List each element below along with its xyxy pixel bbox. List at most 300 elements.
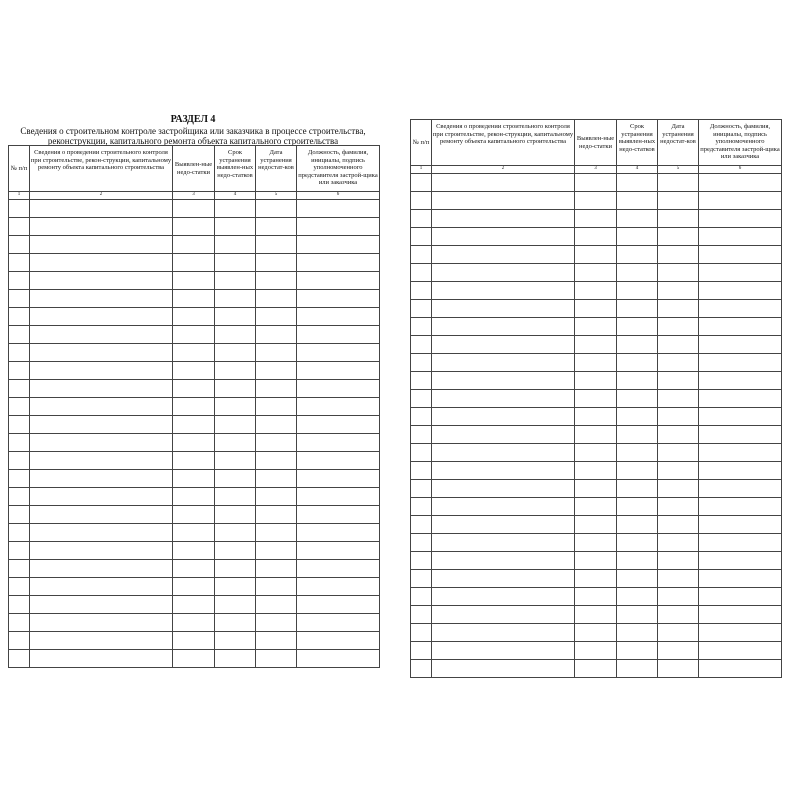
table-cell[interactable]	[215, 308, 256, 326]
table-cell[interactable]	[30, 398, 173, 416]
table-cell[interactable]	[699, 552, 782, 570]
table-cell[interactable]	[575, 552, 617, 570]
table-cell[interactable]	[432, 498, 575, 516]
table-cell[interactable]	[699, 660, 782, 678]
table-cell[interactable]	[30, 614, 173, 632]
table-cell[interactable]	[617, 498, 658, 516]
table-cell[interactable]	[432, 282, 575, 300]
table-cell[interactable]	[411, 570, 432, 588]
table-cell[interactable]	[617, 642, 658, 660]
table-cell[interactable]	[9, 542, 30, 560]
table-cell[interactable]	[658, 228, 699, 246]
table-cell[interactable]	[9, 380, 30, 398]
table-cell[interactable]	[173, 290, 215, 308]
table-cell[interactable]	[256, 542, 297, 560]
table-cell[interactable]	[215, 254, 256, 272]
table-cell[interactable]	[658, 192, 699, 210]
table-cell[interactable]	[658, 660, 699, 678]
table-cell[interactable]	[30, 272, 173, 290]
table-cell[interactable]	[411, 462, 432, 480]
table-cell[interactable]	[173, 560, 215, 578]
table-cell[interactable]	[575, 228, 617, 246]
table-cell[interactable]	[215, 596, 256, 614]
table-cell[interactable]	[432, 408, 575, 426]
table-cell[interactable]	[699, 534, 782, 552]
table-cell[interactable]	[658, 318, 699, 336]
table-cell[interactable]	[256, 578, 297, 596]
table-cell[interactable]	[617, 408, 658, 426]
table-cell[interactable]	[30, 362, 173, 380]
table-cell[interactable]	[658, 516, 699, 534]
table-cell[interactable]	[30, 632, 173, 650]
table-cell[interactable]	[411, 318, 432, 336]
table-cell[interactable]	[30, 236, 173, 254]
table-cell[interactable]	[699, 246, 782, 264]
table-cell[interactable]	[575, 408, 617, 426]
table-cell[interactable]	[297, 506, 380, 524]
table-cell[interactable]	[297, 542, 380, 560]
table-cell[interactable]	[658, 264, 699, 282]
table-cell[interactable]	[173, 614, 215, 632]
table-cell[interactable]	[9, 650, 30, 668]
table-cell[interactable]	[256, 596, 297, 614]
table-cell[interactable]	[9, 200, 30, 218]
table-cell[interactable]	[575, 264, 617, 282]
table-cell[interactable]	[658, 588, 699, 606]
table-cell[interactable]	[411, 480, 432, 498]
table-cell[interactable]	[699, 282, 782, 300]
table-cell[interactable]	[30, 488, 173, 506]
table-cell[interactable]	[297, 524, 380, 542]
table-cell[interactable]	[617, 390, 658, 408]
table-cell[interactable]	[575, 372, 617, 390]
table-cell[interactable]	[658, 282, 699, 300]
table-cell[interactable]	[617, 228, 658, 246]
table-cell[interactable]	[699, 426, 782, 444]
table-cell[interactable]	[297, 254, 380, 272]
table-cell[interactable]	[215, 542, 256, 560]
table-cell[interactable]	[215, 506, 256, 524]
table-cell[interactable]	[215, 578, 256, 596]
table-cell[interactable]	[173, 488, 215, 506]
table-cell[interactable]	[9, 326, 30, 344]
table-cell[interactable]	[256, 290, 297, 308]
table-cell[interactable]	[617, 516, 658, 534]
table-cell[interactable]	[215, 614, 256, 632]
table-cell[interactable]	[297, 200, 380, 218]
table-cell[interactable]	[215, 344, 256, 362]
table-cell[interactable]	[256, 434, 297, 452]
table-cell[interactable]	[173, 380, 215, 398]
table-cell[interactable]	[297, 308, 380, 326]
table-cell[interactable]	[699, 264, 782, 282]
table-cell[interactable]	[256, 254, 297, 272]
table-cell[interactable]	[411, 282, 432, 300]
table-cell[interactable]	[658, 336, 699, 354]
table-cell[interactable]	[699, 354, 782, 372]
table-cell[interactable]	[9, 272, 30, 290]
table-cell[interactable]	[699, 516, 782, 534]
table-cell[interactable]	[575, 660, 617, 678]
table-cell[interactable]	[256, 236, 297, 254]
table-cell[interactable]	[215, 398, 256, 416]
table-cell[interactable]	[617, 426, 658, 444]
table-cell[interactable]	[432, 516, 575, 534]
table-cell[interactable]	[617, 246, 658, 264]
table-cell[interactable]	[432, 246, 575, 264]
table-cell[interactable]	[297, 380, 380, 398]
table-cell[interactable]	[215, 560, 256, 578]
table-cell[interactable]	[256, 308, 297, 326]
table-cell[interactable]	[215, 236, 256, 254]
table-cell[interactable]	[256, 488, 297, 506]
table-cell[interactable]	[617, 552, 658, 570]
table-cell[interactable]	[658, 480, 699, 498]
table-cell[interactable]	[173, 236, 215, 254]
table-cell[interactable]	[215, 362, 256, 380]
table-cell[interactable]	[297, 632, 380, 650]
table-cell[interactable]	[30, 524, 173, 542]
table-cell[interactable]	[699, 498, 782, 516]
table-cell[interactable]	[30, 452, 173, 470]
table-cell[interactable]	[9, 308, 30, 326]
table-cell[interactable]	[432, 300, 575, 318]
table-cell[interactable]	[30, 218, 173, 236]
table-cell[interactable]	[215, 416, 256, 434]
table-cell[interactable]	[411, 354, 432, 372]
table-cell[interactable]	[215, 632, 256, 650]
table-cell[interactable]	[9, 344, 30, 362]
table-cell[interactable]	[411, 444, 432, 462]
table-cell[interactable]	[297, 416, 380, 434]
table-cell[interactable]	[173, 344, 215, 362]
table-cell[interactable]	[9, 560, 30, 578]
table-cell[interactable]	[9, 506, 30, 524]
table-cell[interactable]	[699, 318, 782, 336]
table-cell[interactable]	[658, 642, 699, 660]
table-cell[interactable]	[173, 542, 215, 560]
table-cell[interactable]	[699, 228, 782, 246]
table-cell[interactable]	[30, 326, 173, 344]
table-cell[interactable]	[411, 192, 432, 210]
table-cell[interactable]	[658, 354, 699, 372]
table-cell[interactable]	[699, 408, 782, 426]
table-cell[interactable]	[173, 416, 215, 434]
table-cell[interactable]	[256, 470, 297, 488]
table-cell[interactable]	[699, 588, 782, 606]
table-cell[interactable]	[617, 174, 658, 192]
table-cell[interactable]	[699, 444, 782, 462]
table-cell[interactable]	[297, 362, 380, 380]
table-cell[interactable]	[699, 480, 782, 498]
table-cell[interactable]	[215, 326, 256, 344]
table-cell[interactable]	[215, 272, 256, 290]
table-cell[interactable]	[215, 650, 256, 668]
table-cell[interactable]	[9, 254, 30, 272]
table-cell[interactable]	[9, 416, 30, 434]
table-cell[interactable]	[173, 524, 215, 542]
table-cell[interactable]	[575, 444, 617, 462]
table-cell[interactable]	[575, 318, 617, 336]
table-cell[interactable]	[617, 318, 658, 336]
table-cell[interactable]	[297, 596, 380, 614]
table-cell[interactable]	[575, 642, 617, 660]
table-cell[interactable]	[411, 372, 432, 390]
table-cell[interactable]	[699, 336, 782, 354]
table-cell[interactable]	[9, 452, 30, 470]
table-cell[interactable]	[256, 650, 297, 668]
table-cell[interactable]	[432, 570, 575, 588]
table-cell[interactable]	[297, 326, 380, 344]
table-cell[interactable]	[173, 254, 215, 272]
table-cell[interactable]	[173, 506, 215, 524]
table-cell[interactable]	[699, 462, 782, 480]
table-cell[interactable]	[256, 614, 297, 632]
table-cell[interactable]	[575, 192, 617, 210]
table-cell[interactable]	[617, 264, 658, 282]
table-cell[interactable]	[617, 192, 658, 210]
table-cell[interactable]	[575, 354, 617, 372]
table-cell[interactable]	[173, 362, 215, 380]
table-cell[interactable]	[173, 470, 215, 488]
table-cell[interactable]	[297, 218, 380, 236]
table-cell[interactable]	[575, 246, 617, 264]
table-cell[interactable]	[658, 390, 699, 408]
table-cell[interactable]	[9, 398, 30, 416]
table-cell[interactable]	[297, 560, 380, 578]
table-cell[interactable]	[411, 228, 432, 246]
table-cell[interactable]	[432, 390, 575, 408]
table-cell[interactable]	[617, 282, 658, 300]
table-cell[interactable]	[173, 200, 215, 218]
table-cell[interactable]	[411, 642, 432, 660]
table-cell[interactable]	[575, 570, 617, 588]
table-cell[interactable]	[432, 642, 575, 660]
table-cell[interactable]	[699, 372, 782, 390]
table-cell[interactable]	[699, 606, 782, 624]
table-cell[interactable]	[256, 506, 297, 524]
table-cell[interactable]	[173, 218, 215, 236]
table-cell[interactable]	[9, 596, 30, 614]
table-cell[interactable]	[215, 380, 256, 398]
table-cell[interactable]	[256, 218, 297, 236]
table-cell[interactable]	[432, 660, 575, 678]
table-cell[interactable]	[658, 426, 699, 444]
table-cell[interactable]	[432, 444, 575, 462]
table-cell[interactable]	[432, 174, 575, 192]
table-cell[interactable]	[699, 174, 782, 192]
table-cell[interactable]	[411, 336, 432, 354]
table-cell[interactable]	[432, 480, 575, 498]
table-cell[interactable]	[575, 282, 617, 300]
table-cell[interactable]	[9, 614, 30, 632]
table-cell[interactable]	[411, 246, 432, 264]
table-cell[interactable]	[658, 174, 699, 192]
table-cell[interactable]	[617, 336, 658, 354]
table-cell[interactable]	[617, 624, 658, 642]
table-cell[interactable]	[215, 470, 256, 488]
table-cell[interactable]	[411, 516, 432, 534]
table-cell[interactable]	[256, 344, 297, 362]
table-cell[interactable]	[432, 534, 575, 552]
table-cell[interactable]	[432, 354, 575, 372]
table-cell[interactable]	[9, 632, 30, 650]
table-cell[interactable]	[256, 416, 297, 434]
table-cell[interactable]	[575, 606, 617, 624]
table-cell[interactable]	[297, 236, 380, 254]
table-cell[interactable]	[30, 290, 173, 308]
table-cell[interactable]	[30, 380, 173, 398]
table-cell[interactable]	[256, 380, 297, 398]
table-cell[interactable]	[256, 200, 297, 218]
table-cell[interactable]	[411, 588, 432, 606]
table-cell[interactable]	[256, 326, 297, 344]
table-cell[interactable]	[432, 336, 575, 354]
table-cell[interactable]	[617, 570, 658, 588]
table-cell[interactable]	[658, 300, 699, 318]
table-cell[interactable]	[432, 426, 575, 444]
table-cell[interactable]	[297, 344, 380, 362]
table-cell[interactable]	[658, 210, 699, 228]
table-cell[interactable]	[658, 534, 699, 552]
table-cell[interactable]	[658, 570, 699, 588]
table-cell[interactable]	[256, 560, 297, 578]
table-cell[interactable]	[215, 200, 256, 218]
table-cell[interactable]	[617, 534, 658, 552]
table-cell[interactable]	[9, 578, 30, 596]
table-cell[interactable]	[30, 542, 173, 560]
table-cell[interactable]	[411, 408, 432, 426]
table-cell[interactable]	[432, 192, 575, 210]
table-cell[interactable]	[699, 210, 782, 228]
table-cell[interactable]	[30, 650, 173, 668]
table-cell[interactable]	[432, 624, 575, 642]
table-cell[interactable]	[575, 516, 617, 534]
table-cell[interactable]	[432, 228, 575, 246]
table-cell[interactable]	[575, 480, 617, 498]
table-cell[interactable]	[617, 462, 658, 480]
table-cell[interactable]	[432, 588, 575, 606]
table-cell[interactable]	[575, 426, 617, 444]
table-cell[interactable]	[575, 390, 617, 408]
table-cell[interactable]	[215, 488, 256, 506]
table-cell[interactable]	[30, 344, 173, 362]
table-cell[interactable]	[30, 578, 173, 596]
table-cell[interactable]	[617, 210, 658, 228]
table-cell[interactable]	[297, 578, 380, 596]
table-cell[interactable]	[256, 632, 297, 650]
table-cell[interactable]	[215, 290, 256, 308]
table-cell[interactable]	[617, 606, 658, 624]
table-cell[interactable]	[411, 210, 432, 228]
table-cell[interactable]	[411, 426, 432, 444]
table-cell[interactable]	[173, 578, 215, 596]
table-cell[interactable]	[411, 534, 432, 552]
table-cell[interactable]	[617, 354, 658, 372]
table-cell[interactable]	[617, 588, 658, 606]
table-cell[interactable]	[173, 326, 215, 344]
table-cell[interactable]	[617, 480, 658, 498]
table-cell[interactable]	[658, 444, 699, 462]
table-cell[interactable]	[173, 650, 215, 668]
table-cell[interactable]	[9, 218, 30, 236]
table-cell[interactable]	[699, 390, 782, 408]
table-cell[interactable]	[575, 624, 617, 642]
table-cell[interactable]	[215, 218, 256, 236]
table-cell[interactable]	[658, 408, 699, 426]
table-cell[interactable]	[575, 174, 617, 192]
table-cell[interactable]	[658, 246, 699, 264]
table-cell[interactable]	[173, 434, 215, 452]
table-cell[interactable]	[699, 192, 782, 210]
table-cell[interactable]	[256, 362, 297, 380]
table-cell[interactable]	[699, 624, 782, 642]
table-cell[interactable]	[699, 300, 782, 318]
table-cell[interactable]	[9, 290, 30, 308]
table-cell[interactable]	[297, 434, 380, 452]
table-cell[interactable]	[411, 174, 432, 192]
table-cell[interactable]	[411, 624, 432, 642]
table-cell[interactable]	[30, 470, 173, 488]
table-cell[interactable]	[173, 632, 215, 650]
table-cell[interactable]	[30, 254, 173, 272]
table-cell[interactable]	[256, 524, 297, 542]
table-cell[interactable]	[9, 236, 30, 254]
table-cell[interactable]	[432, 210, 575, 228]
table-cell[interactable]	[575, 498, 617, 516]
table-cell[interactable]	[30, 308, 173, 326]
table-cell[interactable]	[617, 372, 658, 390]
table-cell[interactable]	[297, 290, 380, 308]
table-cell[interactable]	[297, 614, 380, 632]
table-cell[interactable]	[432, 552, 575, 570]
table-cell[interactable]	[575, 534, 617, 552]
table-cell[interactable]	[575, 210, 617, 228]
table-cell[interactable]	[411, 552, 432, 570]
table-cell[interactable]	[658, 606, 699, 624]
table-cell[interactable]	[297, 452, 380, 470]
table-cell[interactable]	[432, 462, 575, 480]
table-cell[interactable]	[30, 434, 173, 452]
table-cell[interactable]	[297, 470, 380, 488]
table-cell[interactable]	[297, 398, 380, 416]
table-cell[interactable]	[411, 264, 432, 282]
table-cell[interactable]	[297, 488, 380, 506]
table-cell[interactable]	[432, 606, 575, 624]
table-cell[interactable]	[411, 660, 432, 678]
table-cell[interactable]	[173, 398, 215, 416]
table-cell[interactable]	[658, 462, 699, 480]
table-cell[interactable]	[9, 488, 30, 506]
table-cell[interactable]	[575, 336, 617, 354]
table-cell[interactable]	[658, 624, 699, 642]
table-cell[interactable]	[617, 660, 658, 678]
table-cell[interactable]	[9, 470, 30, 488]
table-cell[interactable]	[173, 596, 215, 614]
table-cell[interactable]	[432, 264, 575, 282]
table-cell[interactable]	[658, 372, 699, 390]
table-cell[interactable]	[9, 362, 30, 380]
table-cell[interactable]	[411, 498, 432, 516]
table-cell[interactable]	[658, 498, 699, 516]
table-cell[interactable]	[432, 372, 575, 390]
table-cell[interactable]	[699, 642, 782, 660]
table-cell[interactable]	[173, 272, 215, 290]
table-cell[interactable]	[9, 524, 30, 542]
table-cell[interactable]	[617, 444, 658, 462]
table-cell[interactable]	[411, 300, 432, 318]
table-cell[interactable]	[256, 452, 297, 470]
